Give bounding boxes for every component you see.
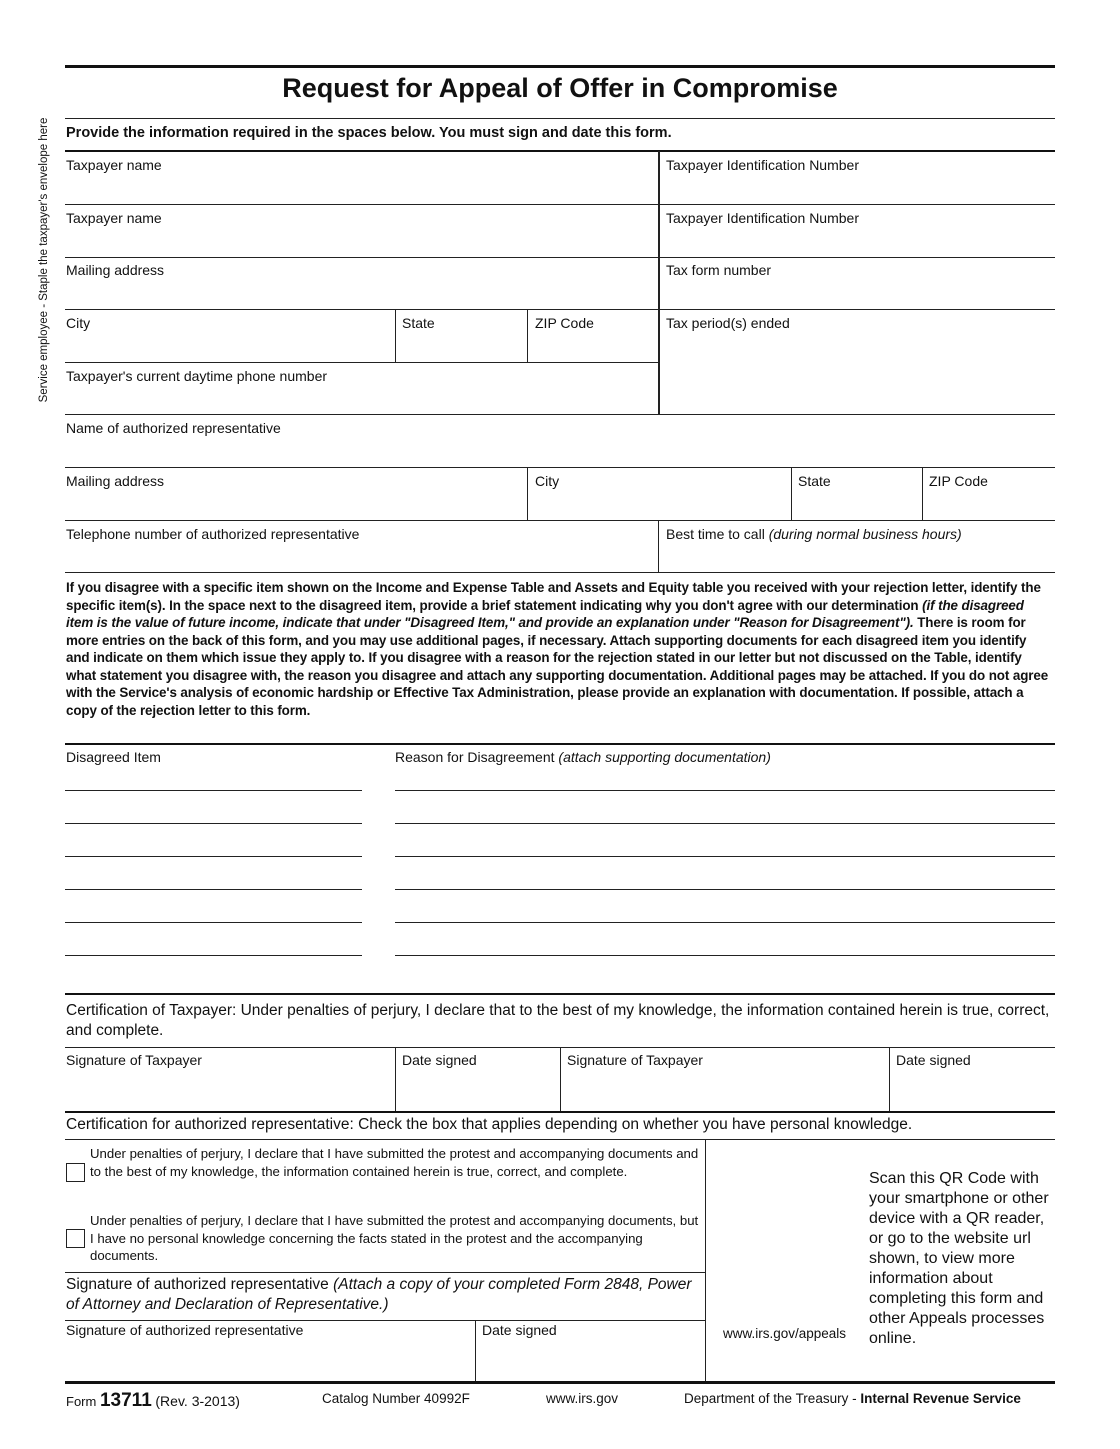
- rep-phone-field[interactable]: Telephone number of authorized representative: [66, 526, 360, 542]
- divider: [65, 572, 1055, 573]
- divider: [889, 1047, 890, 1112]
- divider: [527, 467, 528, 520]
- city-field[interactable]: City: [66, 315, 91, 331]
- rep-certification-heading: Certification for authorized representative: Check the box that applies depending on whether you have personal knowledge.: [66, 1116, 913, 1133]
- divider: [65, 257, 1055, 258]
- rep-name-field[interactable]: Name of authorized representative: [66, 420, 281, 436]
- reason-line[interactable]: [395, 922, 1055, 923]
- divider: [65, 309, 1055, 310]
- form-number: 13711: [99, 1390, 152, 1411]
- divider: [65, 204, 1055, 205]
- taxpayer-signature-field-1[interactable]: Signature of Taxpayer: [66, 1052, 202, 1068]
- tax-periods-field[interactable]: Tax period(s) ended: [666, 315, 790, 331]
- phone-field[interactable]: Taxpayer's current daytime phone number: [66, 368, 328, 384]
- revision: (Rev. 3-2013): [155, 1393, 240, 1409]
- disagreed-item-line[interactable]: [65, 889, 362, 890]
- reason-note: (attach supporting documentation): [558, 749, 771, 765]
- qr-instructions: Scan this QR Code with your smartphone or other device with a QR reader, or go to the website url shown, to view more information about completing this form and other Appeals processes online.: [869, 1170, 1049, 1347]
- divider: [65, 65, 1055, 68]
- taxpayer-signature-field-2[interactable]: Signature of Taxpayer: [567, 1052, 703, 1068]
- divider: [475, 1320, 476, 1382]
- instructions-paragraph: [66, 579, 1051, 719]
- rep-signature-note: (Attach a copy of your completed Form 2848, Power of Attorney and Declaration of Representative.): [66, 1276, 692, 1313]
- disagreed-item-line[interactable]: [65, 790, 362, 791]
- reason-label: [395, 749, 771, 765]
- taxpayer-name-field-1[interactable]: Taxpayer name: [66, 157, 162, 173]
- divider: [65, 1381, 1055, 1384]
- divider: [65, 1139, 1055, 1140]
- divider: [65, 993, 1055, 995]
- divider: [791, 467, 792, 520]
- divider: [65, 467, 1055, 468]
- reason-label-text: Reason for Disagreement: [395, 749, 555, 765]
- divider: [705, 1139, 706, 1382]
- divider: [65, 1320, 705, 1321]
- instruction: Provide the information required in the spaces below. You must sign and date this form.: [66, 125, 672, 141]
- disagreed-item-line[interactable]: [65, 856, 362, 857]
- paragraph-italic: (if the disagreed item is the value of future income, indicate that under "Disagreed Item," and provide an explanation under "Reason for Disagreement").: [66, 597, 1024, 630]
- department-text: Department of the Treasury -: [684, 1391, 861, 1406]
- option-personal-knowledge: Under penalties of perjury, I declare that I have submitted the protest and accompanying documents and to the best of my knowledge, the information contained herein is true, correct, and complete.: [90, 1146, 699, 1179]
- divider: [65, 150, 1055, 152]
- personal-knowledge-checkbox[interactable]: [66, 1163, 85, 1182]
- divider: [395, 1047, 396, 1112]
- rep-signature-field[interactable]: Signature of authorized representative: [66, 1322, 304, 1338]
- divider: [65, 1272, 705, 1273]
- tin-field-2[interactable]: Taxpayer Identification Number: [666, 210, 859, 226]
- irs-website: www.irs.gov: [546, 1391, 619, 1406]
- option-no-personal-knowledge: Under penalties of perjury, I declare that I have submitted the protest and accompanying documents, but I have no personal knowledge concerning the facts stated in the protest and the accompanying documents.: [90, 1213, 699, 1263]
- rep-zip-field[interactable]: ZIP Code: [929, 473, 988, 489]
- tax-form-number-field[interactable]: Tax form number: [666, 262, 772, 278]
- staple-note: Service employee - Staple the taxpayer's envelope here: [38, 117, 50, 403]
- form-label: Form: [66, 1394, 97, 1409]
- rep-state-field[interactable]: State: [798, 473, 831, 489]
- divider: [65, 743, 1055, 745]
- divider: [658, 151, 660, 414]
- disagreed-item-line[interactable]: [65, 922, 362, 923]
- date-signed-field-1[interactable]: Date signed: [402, 1052, 477, 1068]
- paragraph-text: There is room for more entries on the back of this form, and you may use additional pages, if necessary. Attach supporting documents for each disagreed item you identify and indicate on them which issue they apply to. If you disagree with a reason for the rejection stated in our letter but not discussed on the Table, identify what statement you disagree with, the reason you disagree and attach any supporting documentation. Additional pages may be attached. If you do not agree with the Service's analysis of economic hardship or Effective Tax Administration, please provide an explanation with documentation. If possible, attach a copy of the rejection letter to this form.: [66, 615, 1049, 718]
- rep-mailing-field[interactable]: Mailing address: [66, 473, 165, 489]
- divider: [65, 414, 1055, 415]
- divider: [65, 1111, 1055, 1113]
- disagreed-item-label: Disagreed Item: [66, 749, 161, 765]
- disagreed-item-line[interactable]: [65, 823, 362, 824]
- form-id: [66, 1390, 240, 1412]
- divider: [658, 520, 659, 573]
- reason-line[interactable]: [395, 823, 1055, 824]
- rep-date-signed-field[interactable]: Date signed: [482, 1322, 557, 1338]
- page-title: Request for Appeal of Offer in Compromise: [282, 73, 838, 103]
- department: [684, 1391, 1021, 1406]
- disagreed-item-line[interactable]: [65, 955, 362, 956]
- mailing-address-field[interactable]: Mailing address: [66, 262, 165, 278]
- rep-city-field[interactable]: City: [535, 473, 560, 489]
- catalog-number: Catalog Number 40992F: [322, 1391, 470, 1406]
- zip-field[interactable]: ZIP Code: [535, 315, 594, 331]
- divider: [527, 309, 528, 362]
- rep-signature-heading-text: Signature of authorized representative: [66, 1276, 334, 1293]
- best-time-label: Best time to call: [666, 526, 765, 542]
- irs-name: Internal Revenue Service: [860, 1391, 1021, 1406]
- appeals-url-link[interactable]: www.irs.gov/appeals: [723, 1326, 847, 1341]
- best-time-field[interactable]: [666, 526, 962, 542]
- divider: [395, 309, 396, 362]
- state-field[interactable]: State: [402, 315, 435, 331]
- paragraph-text: If you disagree with a specific item shown on the Income and Expense Table and Assets and Equity table you received with your rejection letter, identify the specific item(s). In the space next to the disagreed item, provide a brief statement indicating why you don't agree with our determination: [66, 580, 1041, 613]
- reason-line[interactable]: [395, 790, 1055, 791]
- divider: [65, 520, 1055, 521]
- divider: [560, 1047, 561, 1112]
- taxpayer-name-field-2[interactable]: Taxpayer name: [66, 210, 162, 226]
- reason-line[interactable]: [395, 955, 1055, 956]
- best-time-note: (during normal business hours): [768, 526, 962, 542]
- taxpayer-certification-text: Certification of Taxpayer: Under penalties of perjury, I declare that to the best of my knowledge, the information contained herein is true, correct, and complete.: [66, 1002, 1050, 1039]
- date-signed-field-2[interactable]: Date signed: [896, 1052, 971, 1068]
- reason-line[interactable]: [395, 889, 1055, 890]
- rep-signature-heading: [66, 1275, 696, 1315]
- reason-line[interactable]: [395, 856, 1055, 857]
- divider: [65, 118, 1055, 119]
- tin-field-1[interactable]: Taxpayer Identification Number: [666, 157, 859, 173]
- no-personal-knowledge-checkbox[interactable]: [66, 1229, 85, 1248]
- divider: [922, 467, 923, 520]
- divider: [65, 362, 658, 363]
